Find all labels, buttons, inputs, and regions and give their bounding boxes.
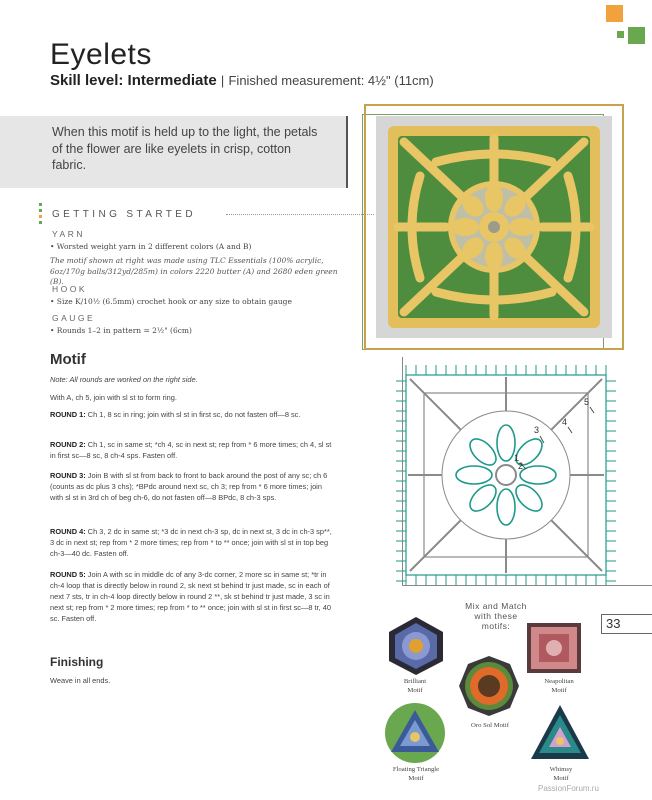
round-number-4: 4 <box>562 417 568 427</box>
yarn-label: YARN <box>52 229 85 239</box>
oro-sol-caption <box>452 722 528 731</box>
watermark: PassionForum.ru <box>538 784 599 793</box>
whimsy-motif-image <box>529 703 591 761</box>
motif-heading: Motif <box>50 351 86 368</box>
neapolitan-caption <box>524 678 594 695</box>
round-5 <box>50 569 335 624</box>
section-dots-icon <box>38 203 44 225</box>
round-number-5: 5 <box>584 397 590 407</box>
corner-square-orange <box>606 5 623 22</box>
yarn-item: • Worsted weight yarn in 2 different colors (A and B) <box>50 242 252 251</box>
round-label: ROUND 4: <box>50 527 86 536</box>
motif-start: With A, ch 5, join with sl st to form ring. <box>50 393 177 402</box>
round-number-2: 2 <box>518 461 524 471</box>
brilliant-motif-image <box>386 615 446 677</box>
neapolitan-motif-image <box>526 622 582 674</box>
yarn-note <box>50 256 340 288</box>
floating-triangle-caption <box>374 766 458 783</box>
floating-triangle-motif-image <box>384 702 446 764</box>
round-2 <box>50 439 335 461</box>
round-text: Join B with sl st from back to front to back around the post of any sc; ch 6 (counts as dc plus 3 chs); *BPdc around next sc, ch 3; rep from * 6 more times; join with sl st in 3rd ch of beg ch-6, do not fasten off—8 BPdc, 8 ch-3 sps. <box>50 471 328 502</box>
hook-label: HOOK <box>52 284 88 294</box>
mix-title-line1: Mix and Match <box>465 601 527 611</box>
page-number: 33 <box>606 616 621 631</box>
finished-measurement: Finished measurement: 4½" (11cm) <box>228 73 434 88</box>
yarn-note-text: The motif shown at right was made using TLC Essentials (100% acrylic, 6oz/170g balls/312yd/285m) in colors 2220 butter (A) and 2680 eden green (B). <box>50 256 338 286</box>
caption-line: Floating Triangle <box>392 766 440 773</box>
caption-line: Oro Sol Motif <box>471 722 509 729</box>
getting-started-title: GETTING STARTED <box>52 209 196 220</box>
gauge-label: GAUGE <box>52 313 96 323</box>
round-text: Ch 1, sc in same st; *ch 4, sc in next st; rep from * 6 more times; ch 4, sl st in first sc—8 sc, 8 ch-4 sps. Fasten off. <box>50 440 332 460</box>
skill-separator: | <box>220 73 225 88</box>
round-text: Join A with sc in middle dc of any 3-dc corner, 2 more sc in same st; *tr in ch-4 loop that is directly below in round 2, sk next st behind tr just made, sc in each of next 7 sts, tr in ch-4 loop directly below in round 2 **, sk st behind tr just made, 3 sc in next st; rep from * 2 more times; rep from * to ** once; join with sl st in first sc—8 tr, 40 sc. Fasten off. <box>50 570 331 623</box>
motif-photo-illustration <box>376 116 612 338</box>
whimsy-caption <box>526 766 596 783</box>
round-number-1: 1 <box>514 453 520 463</box>
round-text: Ch 3, 2 dc in same st; *3 dc in next ch-3 sp, dc in next st, 3 dc in ch-3 sp**, 3 dc in next st; rep from * 2 more times; rep from * to ** once; join with sl st in top beg ch-3—40 dc. Fasten off. <box>50 527 332 558</box>
skill-level: Skill level: Intermediate <box>50 72 217 89</box>
finishing-heading: Finishing <box>50 655 104 669</box>
round-label: ROUND 2: <box>50 440 86 449</box>
caption-line: Brilliant <box>403 678 427 685</box>
page-title: Eyelets <box>50 38 152 71</box>
motif-note-text: Note: All rounds are worked on the right side. <box>50 375 198 384</box>
gauge-item: • Rounds 1–2 in pattern = 2½" (6cm) <box>50 326 192 335</box>
round-number-3: 3 <box>534 425 540 435</box>
caption-line: Neapolitan <box>544 678 574 685</box>
caption-line: Motif <box>407 686 423 694</box>
round-label: ROUND 1: <box>50 410 86 419</box>
mix-title-line3: motifs: <box>481 621 511 631</box>
motif-photo <box>376 116 612 338</box>
hook-item: • Size K/10½ (6.5mm) crochet hook or any size to obtain gauge <box>50 297 292 306</box>
round-label: ROUND 3: <box>50 471 86 480</box>
finishing-text: Weave in all ends. <box>50 676 111 685</box>
caption-line: Motif <box>551 686 567 694</box>
corner-square-green-large <box>628 27 645 44</box>
skill-line <box>50 72 434 89</box>
caption-line: Motif <box>553 774 569 782</box>
round-text: Ch 1, 8 sc in ring; join with sl st in first sc, do not fasten off—8 sc. <box>85 410 301 419</box>
mix-title-line2: with these <box>474 611 518 621</box>
crochet-diagram <box>388 363 628 588</box>
caption-line: Motif <box>408 774 424 782</box>
brilliant-caption <box>380 678 450 695</box>
round-1 <box>50 409 335 420</box>
motif-note <box>50 374 335 385</box>
round-4 <box>50 526 335 559</box>
round-3 <box>50 470 335 503</box>
corner-square-green-small <box>617 31 624 38</box>
round-label: ROUND 5: <box>50 570 86 579</box>
intro-text: When this motif is held up to the light, the petals of the flower are like eyelets in crisp, cotton fabric. <box>52 125 318 172</box>
section-divider <box>226 214 374 215</box>
oro-sol-motif-image <box>458 655 520 717</box>
caption-line: Whimsy <box>549 766 573 773</box>
